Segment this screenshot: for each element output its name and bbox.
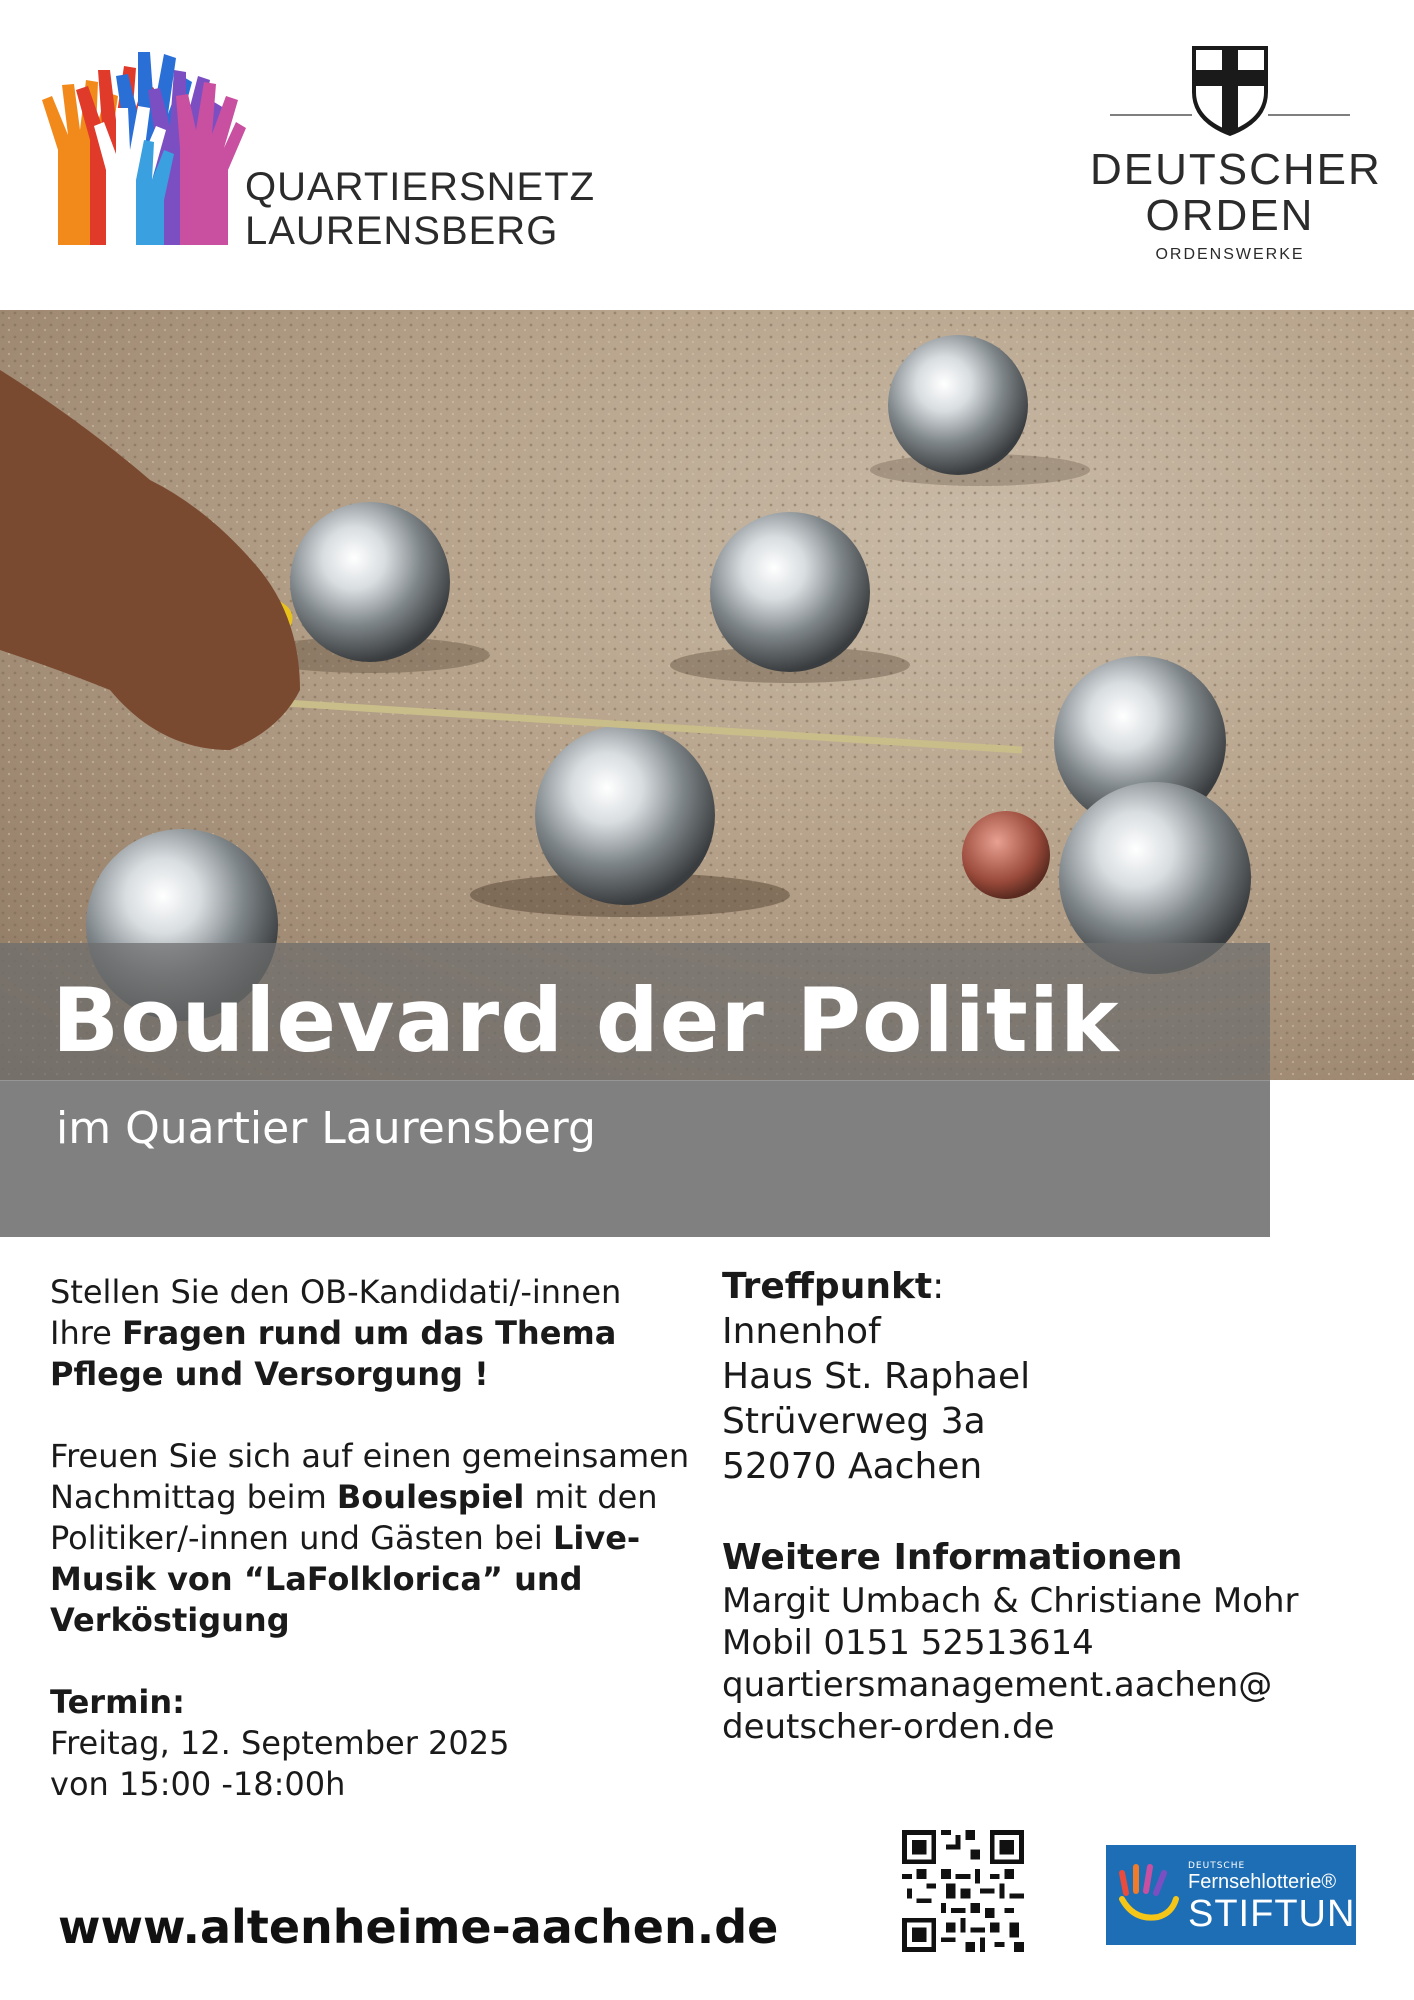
logo-text-line1: QUARTIERSNETZ: [245, 165, 596, 209]
contact-email-line-2[interactable]: deutscher-orden.de: [722, 1707, 1055, 1747]
orden-line3: ORDENSWERKE: [1155, 246, 1305, 263]
description-paragraph-2: [50, 1436, 690, 1641]
address-line-4: 52070 Aachen: [722, 1446, 983, 1487]
quartiersnetz-logo: [40, 30, 596, 253]
location-and-contact: [722, 1264, 1382, 1748]
termin-date: Freitag, 12. September 2025: [50, 1724, 510, 1762]
p2-bold-b: Live-Musik von “LaFolklorica” und Verköstigung: [50, 1519, 641, 1639]
treffpunkt-label: Treffpunkt: [722, 1266, 933, 1307]
sponsor-large-text: STIFTUNG: [1188, 1893, 1386, 1935]
orden-line2: ORDEN: [1145, 191, 1315, 240]
teutonic-cross-shield-icon: [1100, 40, 1360, 140]
logo-text-line2: LAURENSBERG: [245, 209, 559, 253]
event-description: [50, 1272, 690, 1805]
contact-phone: Mobil 0151 52513614: [722, 1623, 1094, 1663]
colorful-hands-icon: [40, 30, 250, 250]
subtitle-band: [0, 1081, 1270, 1237]
website-link[interactable]: www.altenheime-aachen.de: [58, 1900, 779, 1954]
fernsehlotterie-hand-icon: [1116, 1859, 1182, 1929]
address-line-2: Haus St. Raphael: [722, 1356, 1031, 1397]
address-line-3: Strüverweg 3a: [722, 1401, 986, 1442]
sponsor-small-text: DEUTSCHE: [1188, 1861, 1246, 1871]
address-line-1: Innenhof: [722, 1311, 881, 1352]
orden-line1: DEUTSCHER: [1090, 145, 1382, 194]
title-band: [0, 943, 1270, 1081]
p1-text: Stellen Sie den OB-Kandidati/-innen Ihre: [50, 1273, 622, 1352]
p2-text-b: mit den Politiker/-innen und Gästen bei: [50, 1478, 658, 1557]
p1-bold: Fragen rund um das Thema Pflege und Versorgung !: [50, 1314, 617, 1393]
p2-text-a: Freuen Sie sich auf einen gemeinsamen Nachmittag beim: [50, 1437, 690, 1516]
info-heading: [722, 1535, 1382, 1580]
page-title: Boulevard der Politik: [52, 969, 1120, 1072]
info-label: Weitere Informationen: [722, 1537, 1183, 1578]
termin-block: [50, 1682, 690, 1805]
deutscher-orden-logo: [1090, 40, 1382, 280]
fernsehlotterie-stiftung-logo: [1106, 1845, 1386, 1945]
description-paragraph-1: [50, 1272, 690, 1395]
sponsor-medium-text: Fernsehlotterie®: [1188, 1871, 1337, 1893]
termin-time: von 15:00 -18:00h: [50, 1765, 346, 1803]
qr-code-icon[interactable]: [902, 1830, 1024, 1952]
contact-email-line-1[interactable]: quartiersmanagement.aachen@: [722, 1665, 1273, 1705]
contact-names: Margit Umbach & Christiane Mohr: [722, 1581, 1299, 1621]
page-subtitle: im Quartier Laurensberg: [56, 1103, 596, 1154]
treffpunkt-heading: [722, 1264, 1382, 1309]
termin-label: Termin:: [50, 1683, 185, 1721]
p2-bold-a: Boulespiel: [336, 1478, 525, 1516]
treffpunkt-colon: :: [932, 1266, 945, 1307]
